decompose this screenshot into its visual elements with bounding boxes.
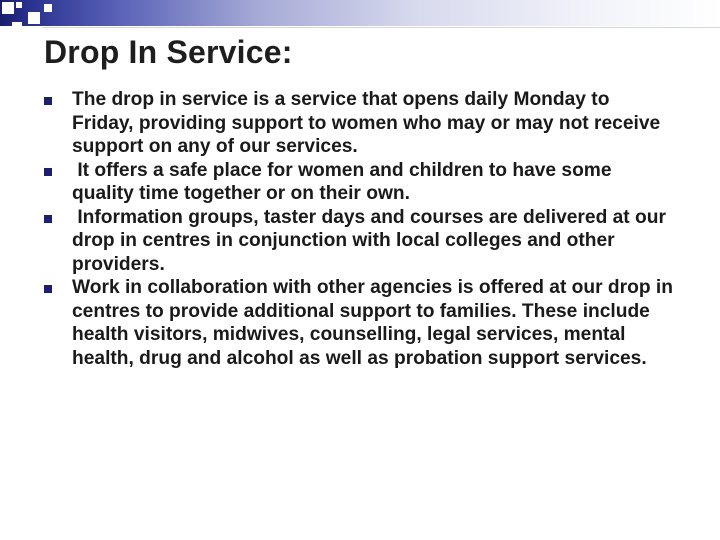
bullet-text: Work in collaboration with other agencies is offered at our drop in centres to provide additional support to families. These include health visitors, midwives, counselling, legal services, mental health, drug and alcohol as well as probation support services. — [72, 277, 679, 369]
bullet-item — [36, 206, 676, 277]
bullet-list — [36, 88, 679, 370]
header-gradient-bar — [0, 0, 720, 26]
square-bullet-icon — [44, 215, 52, 223]
bullet-item — [36, 88, 676, 159]
square-bullet-icon — [44, 168, 52, 176]
bullet-item — [36, 159, 676, 206]
bullet-text: The drop in service is a service that opens daily Monday to Friday, providing support to women who may or may not receive support on any of our services. — [72, 89, 666, 157]
bullet-text: Information groups, taster days and courses are delivered at our drop in centres in conjunction with local colleges and other providers. — [72, 206, 672, 275]
slide-title: Drop In Service: — [44, 34, 293, 70]
square-bullet-icon — [44, 285, 52, 293]
square-bullet-icon — [44, 97, 52, 105]
header-divider-line — [42, 27, 720, 28]
bullet-text: It offers a safe place for women and children to have some quality time together or on their own. — [72, 159, 617, 204]
bullet-item — [36, 276, 679, 370]
